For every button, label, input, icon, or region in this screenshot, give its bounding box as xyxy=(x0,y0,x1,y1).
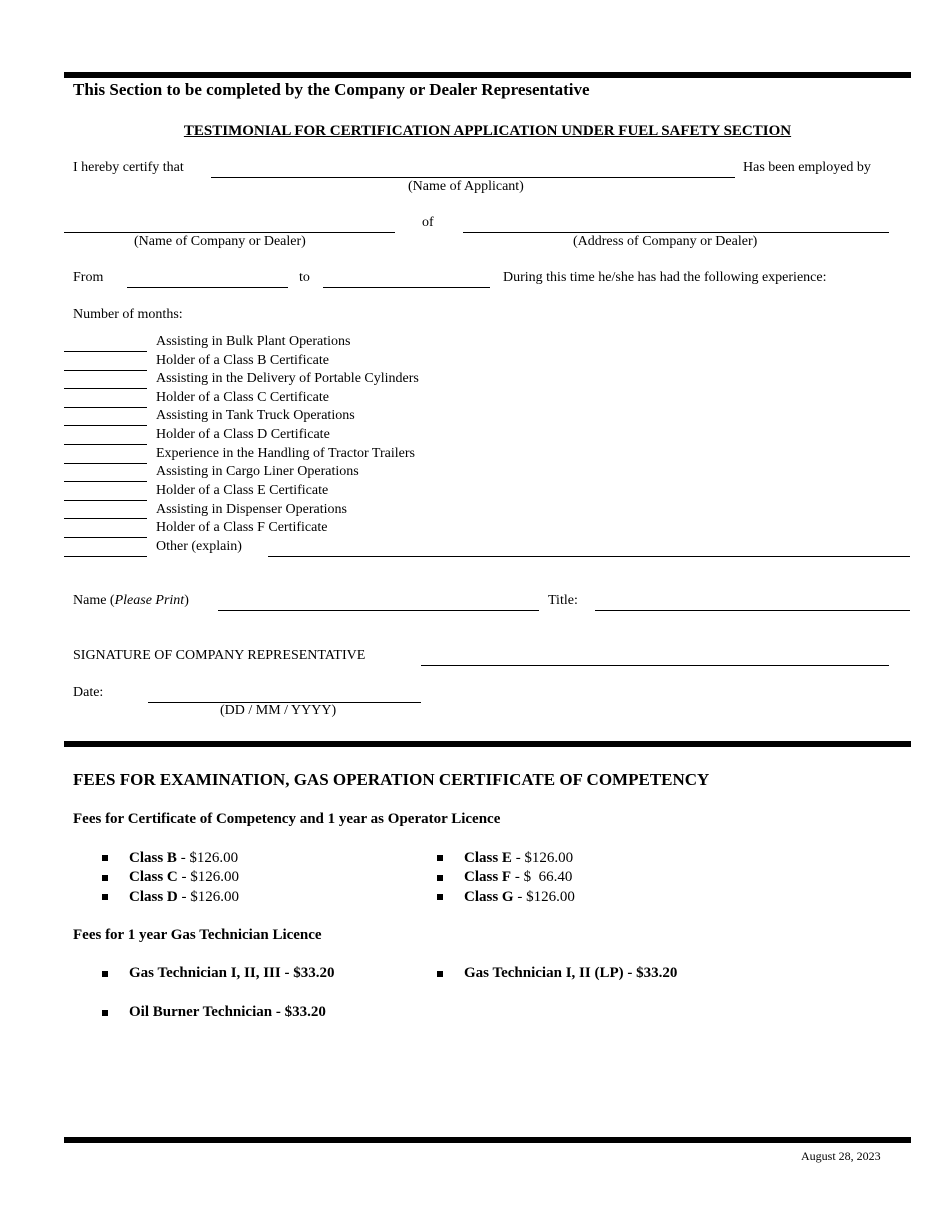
name-label-close: ) xyxy=(184,593,189,608)
experience-item: Assisting in Cargo Liner Operations xyxy=(156,464,359,479)
months-field[interactable] xyxy=(64,444,147,445)
date-format-caption: (DD / MM / YYYY) xyxy=(220,703,337,718)
certify-prefix: I hereby certify that xyxy=(73,160,184,175)
fee-price: - $126.00 xyxy=(511,850,574,866)
fee-item xyxy=(464,869,572,886)
technician-fee: Oil Burner Technician - $33.20 xyxy=(129,1004,326,1020)
fee-price: - $126.00 xyxy=(176,850,239,866)
experience-item: Other (explain) xyxy=(156,539,242,554)
certify-suffix: Has been employed by xyxy=(743,160,871,175)
from-label: From xyxy=(73,270,104,285)
months-field[interactable] xyxy=(64,481,147,482)
experience-item: Experience in the Handling of Tractor Trailers xyxy=(156,446,415,461)
months-field[interactable] xyxy=(64,463,147,464)
fee-class: Class F xyxy=(464,869,512,885)
to-label: to xyxy=(299,270,310,285)
months-field[interactable] xyxy=(64,500,147,501)
bullet-icon xyxy=(102,971,108,977)
fee-item xyxy=(129,869,239,886)
company-address-field[interactable] xyxy=(463,232,889,233)
applicant-caption: (Name of Applicant) xyxy=(408,179,524,194)
company-caption: (Name of Company or Dealer) xyxy=(134,234,306,249)
experience-item: Holder of a Class B Certificate xyxy=(156,353,330,368)
months-field[interactable] xyxy=(64,425,147,426)
bullet-icon xyxy=(102,875,108,881)
months-field[interactable] xyxy=(64,556,147,557)
fee-price: - $ 66.40 xyxy=(511,869,573,885)
address-caption: (Address of Company or Dealer) xyxy=(573,234,758,249)
experience-item: Holder of a Class C Certificate xyxy=(156,390,330,405)
from-date-field[interactable] xyxy=(127,287,288,288)
bullet-icon xyxy=(437,971,443,977)
name-label-italic: Please Print xyxy=(114,593,185,608)
technician-heading: Fees for 1 year Gas Technician Licence xyxy=(73,927,322,943)
fees-heading: FEES FOR EXAMINATION, GAS OPERATION CERTIFICATE OF COMPETENCY xyxy=(73,770,710,789)
bullet-icon xyxy=(102,1010,108,1016)
months-field[interactable] xyxy=(64,370,147,371)
name-label xyxy=(73,593,189,609)
fee-item xyxy=(464,889,575,906)
experience-item: Assisting in Dispenser Operations xyxy=(156,502,347,517)
applicant-name-field[interactable] xyxy=(211,177,735,178)
name-label-text: Name ( xyxy=(73,593,115,608)
footer-date: August 28, 2023 xyxy=(801,1149,881,1163)
bullet-icon xyxy=(437,875,443,881)
bottom-rule xyxy=(64,1137,911,1143)
experience-item: Assisting in the Delivery of Portable Cylinders xyxy=(156,371,419,386)
fee-price: - $126.00 xyxy=(177,869,240,885)
experience-item: Holder of a Class D Certificate xyxy=(156,427,330,442)
fee-class: Class G xyxy=(464,889,514,905)
fee-class: Class E xyxy=(464,850,512,866)
fee-price: - $126.00 xyxy=(177,889,240,905)
bullet-icon xyxy=(437,894,443,900)
experience-item: Holder of a Class F Certificate xyxy=(156,520,328,535)
title-label: Title: xyxy=(548,593,578,608)
fee-class: Class B xyxy=(129,850,177,866)
company-name-field[interactable] xyxy=(64,232,395,233)
bullet-icon xyxy=(102,894,108,900)
date-label: Date: xyxy=(73,685,104,700)
fee-item xyxy=(464,850,573,867)
signature-label: SIGNATURE OF COMPANY REPRESENTATIVE xyxy=(73,648,366,663)
fee-item xyxy=(129,889,239,906)
fee-class: Class D xyxy=(129,889,178,905)
fee-class: Class C xyxy=(129,869,178,885)
section-title: This Section to be completed by the Company or Dealer Representative xyxy=(73,80,590,99)
technician-fee: Gas Technician I, II, III - $33.20 xyxy=(129,965,335,981)
experience-item: Assisting in Tank Truck Operations xyxy=(156,408,355,423)
signature-field[interactable] xyxy=(421,665,889,666)
months-field[interactable] xyxy=(64,388,147,389)
top-rule xyxy=(64,72,911,78)
bullet-icon xyxy=(102,855,108,861)
competency-heading: Fees for Certificate of Competency and 1 year as Operator Licence xyxy=(73,811,501,827)
fee-price: - $126.00 xyxy=(513,889,575,905)
representative-name-field[interactable] xyxy=(218,610,539,611)
experience-item: Holder of a Class E Certificate xyxy=(156,483,329,498)
months-field[interactable] xyxy=(64,407,147,408)
experience-item: Assisting in Bulk Plant Operations xyxy=(156,334,351,349)
form-title: TESTIMONIAL FOR CERTIFICATION APPLICATION UNDER FUEL SAFETY SECTION xyxy=(183,123,792,139)
to-date-field[interactable] xyxy=(323,287,490,288)
technician-fee: Gas Technician I, II (LP) - $33.20 xyxy=(464,965,678,981)
bullet-icon xyxy=(437,855,443,861)
months-field[interactable] xyxy=(64,537,147,538)
experience-label: During this time he/she has had the following experience: xyxy=(503,270,827,285)
other-explain-field[interactable] xyxy=(268,556,910,557)
months-field[interactable] xyxy=(64,518,147,519)
of-label: of xyxy=(422,215,434,230)
fee-item xyxy=(129,850,238,867)
representative-title-field[interactable] xyxy=(595,610,910,611)
months-field[interactable] xyxy=(64,351,147,352)
months-label: Number of months: xyxy=(73,307,183,322)
middle-rule xyxy=(64,741,911,747)
